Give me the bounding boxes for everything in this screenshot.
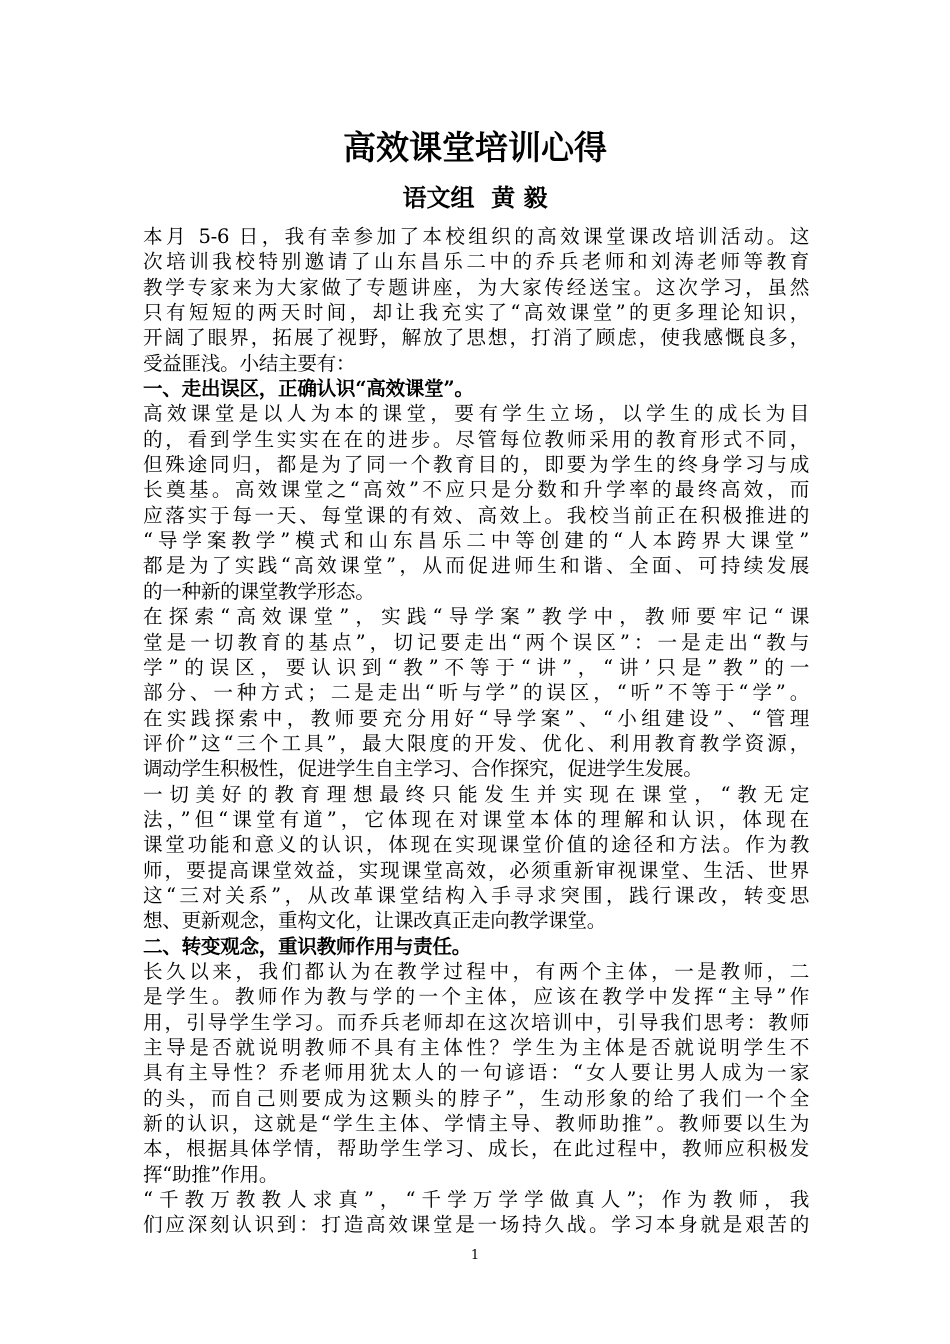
section-heading: 二、转变观念，重识教师作用与责任。 — [143, 934, 471, 958]
body-line: 学”的误区，要认识到“教”不等于“讲”，“讲’只是”教”的一 — [143, 655, 809, 679]
body-line: 都是为了实践“高效课堂”，从而促进师生和谐、全面、可持续发展 — [143, 554, 809, 578]
body-line: 高效课堂是以人为本的课堂，要有学生立场，以学生的成长为目 — [143, 402, 809, 426]
body-line: 课堂功能和意义的认识，体现在实现课堂价值的途径和方法。作为教 — [143, 833, 809, 857]
body-line: 在探索“高效课堂”，实践“导学案”教学中，教师要牢记“课 — [143, 605, 809, 629]
body-line: 但殊途同归，都是为了同一个教育目的，即要为学生的终身学习与成 — [143, 453, 809, 477]
body-line: 评价”这“三个工具”，最大限度的开发、优化、利用教育教学资源， — [143, 731, 809, 755]
section-heading: 一、走出误区，正确认识“高效课堂”。 — [143, 377, 474, 401]
body-line: “导学案教学”模式和山东昌乐二中等创建的“人本跨界大课堂” — [143, 529, 809, 553]
body-line: 这“三对关系”，从改革课堂结构入手寻求突围，践行课改，转变思 — [143, 883, 809, 907]
body-line: 调动学生积极性，促进学生自主学习、合作探究，促进学生发展。 — [143, 757, 703, 781]
body-line: 一切美好的教育理想最终只能发生并实现在课堂，“教无定 — [143, 782, 809, 806]
body-line: 挥“助推”作用。 — [143, 1162, 279, 1186]
document-title: 高效课堂培训心得 — [343, 128, 607, 167]
body-line: 是学生。教师作为教与学的一个主体，应该在教学中发挥“主导”作 — [143, 985, 809, 1009]
body-line: 的，看到学生实实在在的进步。尽管每位教师采用的教育形式不同， — [143, 427, 809, 451]
body-line: 堂是一切教育的基点”，切记要走出“两个误区”：一是走出“教与 — [143, 630, 809, 654]
page-number: 1 — [470, 1248, 480, 1263]
body-line: 次培训我校特别邀请了山东昌乐二中的乔兵老师和刘涛老师等教育 — [143, 250, 809, 274]
body-line: 本月 5-6 日，我有幸参加了本校组织的高效课堂课改培训活动。这 — [143, 225, 809, 248]
body-line: 长久以来，我们都认为在教学过程中，有两个主体，一是教师，二 — [143, 959, 809, 983]
body-line: 长奠基。高效课堂之“高效”不应只是分数和升学率的最终高效，而 — [143, 478, 809, 502]
body-line: 教学专家来为大家做了专题讲座，为大家传经送宝。这次学习，虽然 — [143, 275, 809, 299]
body-line: 在实践探索中，教师要充分用好“导学案”、“小组建设”、“管理 — [143, 706, 809, 730]
body-line: 本，根据具体学情，帮助学生学习、成长，在此过程中，教师应积极发 — [143, 1137, 809, 1161]
body-line: 受益匪浅。小结主要有： — [143, 351, 356, 375]
body-line: 用，引导学生学习。而乔兵老师却在这次培训中，引导我们思考：教师 — [143, 1010, 809, 1034]
body-line: 师，要提高课堂效益，实现课堂高效，必须重新审视课堂、生活、世界 — [143, 858, 809, 882]
body-line: 新的认识，这就是“学生主体、学情主导、教师助推”。教师要以生为 — [143, 1112, 809, 1136]
body-line: 的一种新的课堂教学形态。 — [143, 579, 375, 603]
body-line: 应落实于每一天、每堂课的有效、高效上。我校当前正在积极推进的 — [143, 503, 809, 527]
body-line: 只有短短的两天时间，却让我充实了“高效课堂”的更多理论知识， — [143, 301, 809, 325]
document-author: 语文组 黄 毅 — [402, 183, 548, 212]
body-line: 的头，而自己则要成为这颗头的脖子”，生动形象的给了我们一个全 — [143, 1086, 809, 1110]
body-line: 想、更新观念，重构文化，让课改真正走向教学课堂。 — [143, 909, 607, 933]
document-body — [143, 224, 809, 1238]
body-line: “千教万教教人求真”，“千学万学学做真人”；作为教师，我 — [143, 1188, 809, 1212]
body-line: 开阔了眼界，拓展了视野，解放了思想，打消了顾虑，使我感慨良多， — [143, 326, 809, 350]
body-line: 具有主导性？乔老师用犹太人的一句谚语：“女人要让男人成为一家 — [143, 1061, 809, 1085]
body-line: 法，”但“课堂有道”，它体现在对课堂本体的理解和认识，体现在 — [143, 807, 809, 831]
body-line: 们应深刻认识到：打造高效课堂是一场持久战。学习本身就是艰苦的 — [143, 1213, 809, 1237]
body-line: 部分、一种方式；二是走出“听与学”的误区，“听”不等于“学”。 — [143, 681, 809, 705]
body-line: 主导是否就说明教师不具有主体性？学生为主体是否就说明学生不 — [143, 1036, 809, 1059]
